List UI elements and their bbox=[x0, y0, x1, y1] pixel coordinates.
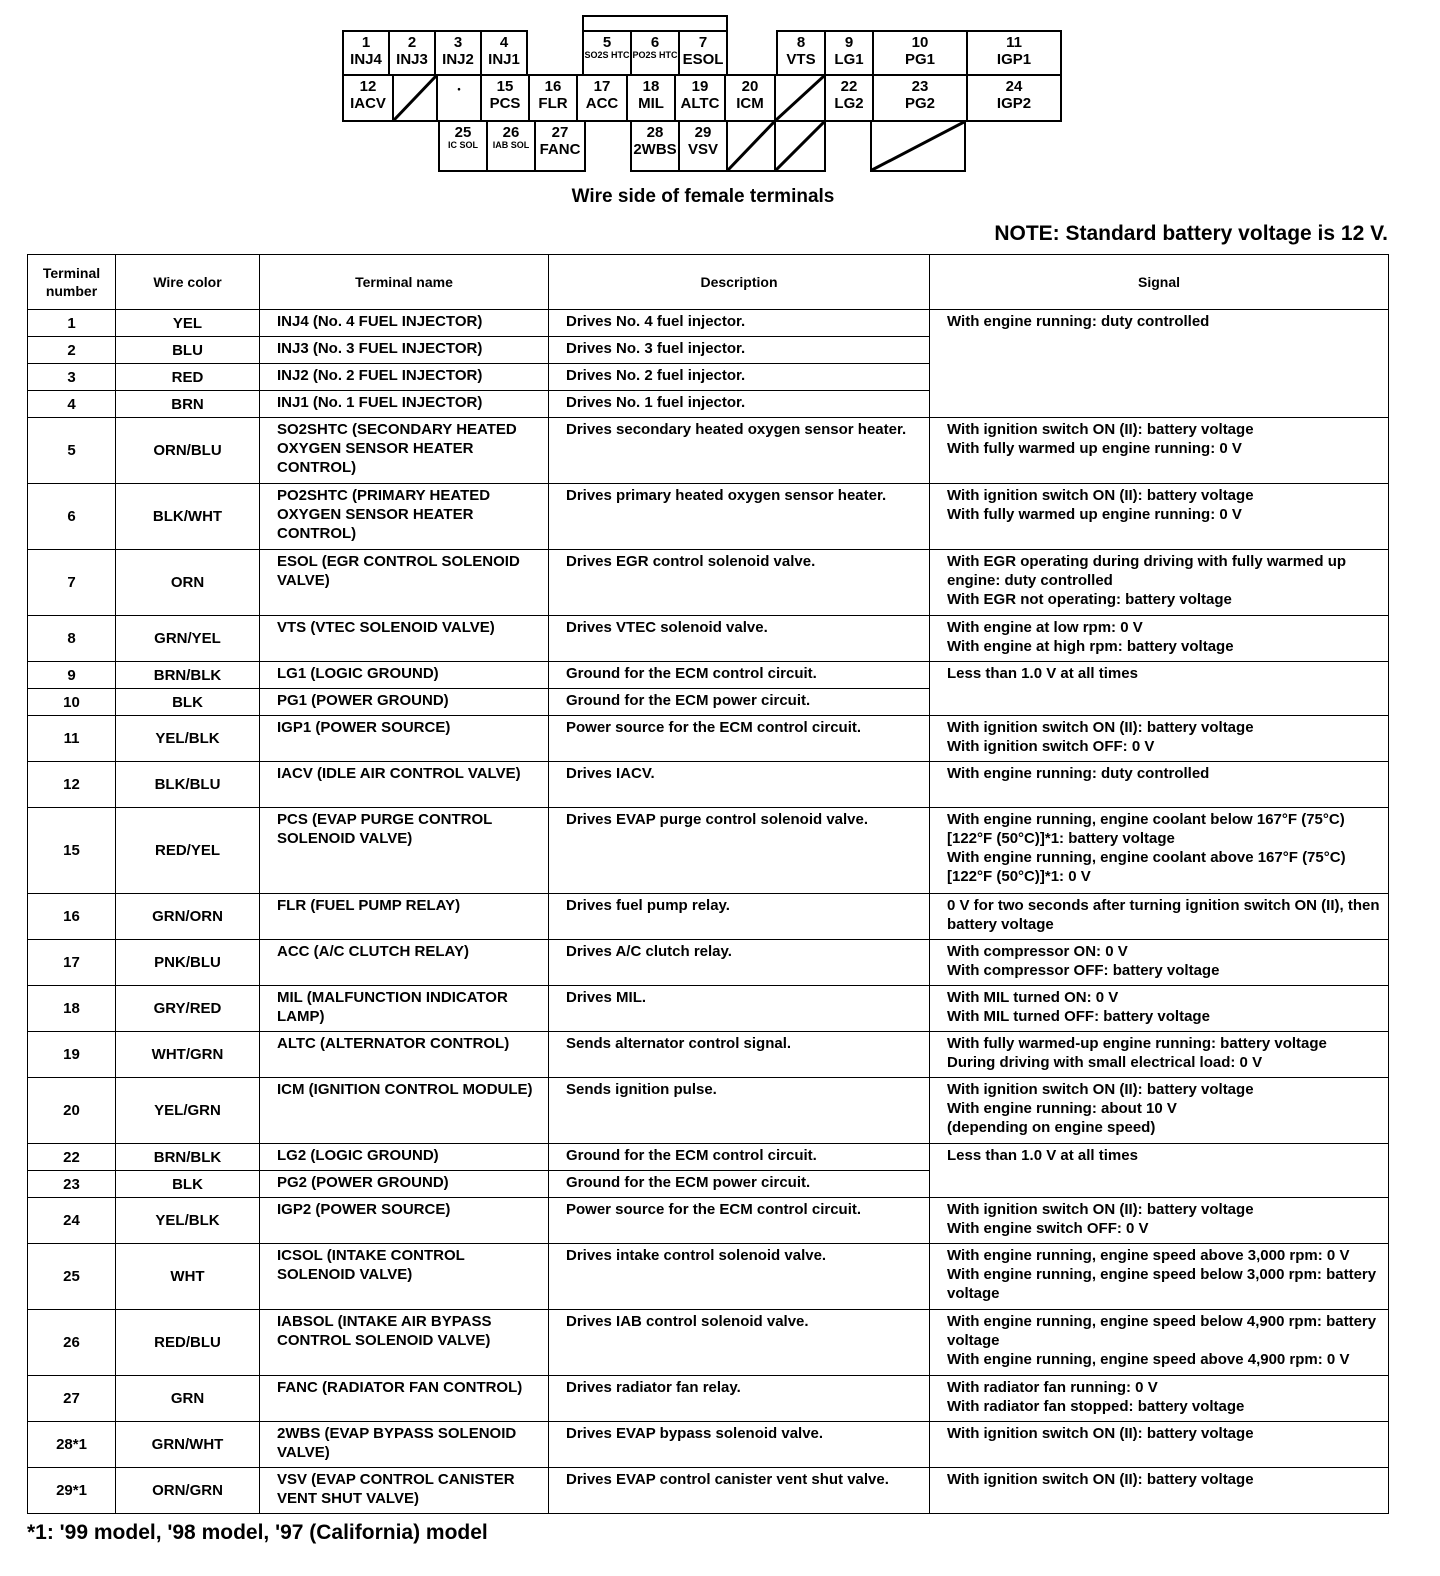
table-row bbox=[28, 1468, 1389, 1514]
connector-terminal bbox=[966, 74, 1062, 122]
signal-cell: With engine running: duty controlled bbox=[930, 762, 1389, 808]
connector-empty-cavity bbox=[392, 74, 438, 122]
terminal-number-cell: 29*1 bbox=[28, 1468, 116, 1514]
wire-color-cell: ORN/BLU bbox=[116, 418, 260, 484]
wire-color-cell: BLK bbox=[116, 1171, 260, 1198]
wire-color-cell: RED/BLU bbox=[116, 1310, 260, 1376]
connector-terminal-name: IAB SOL bbox=[492, 140, 530, 150]
description-cell: Ground for the ECM power circuit. bbox=[549, 1171, 930, 1198]
connector-terminal bbox=[342, 74, 394, 122]
connector-terminal bbox=[486, 120, 536, 172]
connector-terminal-name: ACC bbox=[585, 95, 619, 112]
terminal-name-cell: ALTC (ALTERNATOR CONTROL) bbox=[260, 1032, 549, 1078]
header-description: Description bbox=[549, 255, 930, 310]
table-row bbox=[28, 1376, 1389, 1422]
terminal-name-cell: MIL (MALFUNCTION INDICATOR LAMP) bbox=[260, 986, 549, 1032]
table-row bbox=[28, 986, 1389, 1032]
terminal-name-cell: LG2 (LOGIC GROUND) bbox=[260, 1144, 549, 1171]
terminal-number-cell: 2 bbox=[28, 337, 116, 364]
signal-cell: With ignition switch ON (II): battery voltage bbox=[930, 1468, 1389, 1514]
wire-color-cell: GRN/WHT bbox=[116, 1422, 260, 1468]
terminal-name-cell: INJ4 (No. 4 FUEL INJECTOR) bbox=[260, 310, 549, 337]
wire-color-cell: BLU bbox=[116, 337, 260, 364]
terminal-name-cell: INJ3 (No. 3 FUEL INJECTOR) bbox=[260, 337, 549, 364]
connector-terminal-name: INJ4 bbox=[350, 51, 382, 68]
terminal-number-cell: 12 bbox=[28, 762, 116, 808]
connector-terminal-name: IGP2 bbox=[996, 95, 1032, 112]
table-row bbox=[28, 1078, 1389, 1144]
connector-terminal-name: FLR bbox=[538, 95, 568, 112]
description-cell: Drives IACV. bbox=[549, 762, 930, 808]
connector-terminal-number: 8 bbox=[796, 34, 806, 51]
connector-terminal-name: PO2S HTC bbox=[632, 50, 678, 60]
connector-terminal-number: 29 bbox=[694, 124, 712, 141]
connector-terminal-number: 28 bbox=[646, 124, 664, 141]
signal-cell: With engine running, engine speed below 4,900 rpm: battery voltage With engine running, engine speed above 4,900 rpm: 0 V bbox=[930, 1310, 1389, 1376]
terminal-name-cell: IABSOL (INTAKE AIR BYPASS CONTROL SOLENOID VALVE) bbox=[260, 1310, 549, 1376]
connector-terminal-name: ESOL bbox=[682, 51, 724, 68]
wire-color-cell: RED bbox=[116, 364, 260, 391]
connector-terminal bbox=[534, 120, 586, 172]
terminal-number-cell: 18 bbox=[28, 986, 116, 1032]
wire-color-cell: BRN bbox=[116, 391, 260, 418]
terminal-name-cell: PO2SHTC (PRIMARY HEATED OXYGEN SENSOR HEATER CONTROL) bbox=[260, 484, 549, 550]
connector-empty-cavity bbox=[774, 120, 826, 172]
table-row bbox=[28, 310, 1389, 337]
signal-cell: With EGR operating during driving with fully warmed up engine: duty controlled With EGR not operating: battery voltage bbox=[930, 550, 1389, 616]
connector-terminal-name: LG2 bbox=[834, 95, 864, 112]
terminal-name-cell: INJ1 (No. 1 FUEL INJECTOR) bbox=[260, 391, 549, 418]
terminal-name-cell: VSV (EVAP CONTROL CANISTER VENT SHUT VALVE) bbox=[260, 1468, 549, 1514]
description-cell: Drives IAB control solenoid valve. bbox=[549, 1310, 930, 1376]
wire-color-cell: YEL/BLK bbox=[116, 1198, 260, 1244]
table-row bbox=[28, 1032, 1389, 1078]
connector-terminal-name: VTS bbox=[786, 51, 816, 68]
terminal-number-cell: 15 bbox=[28, 808, 116, 894]
table-row bbox=[28, 550, 1389, 616]
connector-terminal-number: 11 bbox=[1006, 34, 1022, 51]
connector-terminal-number: 18 bbox=[642, 78, 660, 95]
terminal-number-cell: 24 bbox=[28, 1198, 116, 1244]
connector-terminal-name: LG1 bbox=[834, 51, 864, 68]
connector-terminal bbox=[342, 30, 390, 76]
signal-cell: With ignition switch ON (II): battery voltage bbox=[930, 1422, 1389, 1468]
description-cell: Ground for the ECM control circuit. bbox=[549, 662, 930, 689]
signal-cell: With fully warmed-up engine running: battery voltage During driving with small electrical load: 0 V bbox=[930, 1032, 1389, 1078]
table-row bbox=[28, 616, 1389, 662]
signal-cell: With ignition switch ON (II): battery voltage With ignition switch OFF: 0 V bbox=[930, 716, 1389, 762]
table-row bbox=[28, 1198, 1389, 1244]
connector-terminal-name: IGP1 bbox=[996, 51, 1032, 68]
description-cell: Sends ignition pulse. bbox=[549, 1078, 930, 1144]
connector-terminal-name: PG2 bbox=[904, 95, 935, 112]
description-cell: Drives EVAP bypass solenoid valve. bbox=[549, 1422, 930, 1468]
description-cell: Power source for the ECM control circuit. bbox=[549, 1198, 930, 1244]
connector-terminal-number: 4 bbox=[499, 34, 509, 51]
signal-cell: With MIL turned ON: 0 V With MIL turned OFF: battery voltage bbox=[930, 986, 1389, 1032]
connector-terminal bbox=[630, 120, 680, 172]
terminal-number-cell: 3 bbox=[28, 364, 116, 391]
connector-terminal-number: 12 bbox=[359, 78, 377, 95]
wire-color-cell: ORN/GRN bbox=[116, 1468, 260, 1514]
wire-color-cell: BLK bbox=[116, 689, 260, 716]
connector-empty-cavity bbox=[436, 74, 482, 122]
connector-terminal-number: 7 bbox=[698, 34, 708, 51]
wire-color-cell: BRN/BLK bbox=[116, 662, 260, 689]
terminal-name-cell: PG2 (POWER GROUND) bbox=[260, 1171, 549, 1198]
connector-terminal-name: INJ1 bbox=[488, 51, 520, 68]
description-cell: Drives VTEC solenoid valve. bbox=[549, 616, 930, 662]
description-cell: Drives No. 4 fuel injector. bbox=[549, 310, 930, 337]
connector-terminal bbox=[776, 30, 826, 76]
connector-terminal-number: 19 bbox=[691, 78, 709, 95]
connector-terminal-number: 25 bbox=[454, 124, 472, 141]
connector-diagram bbox=[342, 15, 1062, 175]
connector-terminal bbox=[872, 30, 968, 76]
terminal-number-cell: 7 bbox=[28, 550, 116, 616]
header-terminal-name: Terminal name bbox=[260, 255, 549, 310]
terminal-name-cell: ESOL (EGR CONTROL SOLENOID VALVE) bbox=[260, 550, 549, 616]
connector-terminal bbox=[824, 74, 874, 122]
connector-terminal-number: 16 bbox=[544, 78, 562, 95]
connector-terminal-number: 27 bbox=[551, 124, 569, 141]
connector-terminal-name: 2WBS bbox=[633, 141, 677, 158]
connector-terminal-number: 17 bbox=[593, 78, 611, 95]
terminal-number-cell: 19 bbox=[28, 1032, 116, 1078]
description-cell: Drives intake control solenoid valve. bbox=[549, 1244, 930, 1310]
connector-terminal-name: ALTC bbox=[680, 95, 720, 112]
connector-terminal-name: INJ2 bbox=[442, 51, 474, 68]
connector-terminal bbox=[630, 30, 680, 76]
terminal-name-cell: 2WBS (EVAP BYPASS SOLENOID VALVE) bbox=[260, 1422, 549, 1468]
connector-empty-cavity bbox=[726, 120, 776, 172]
signal-cell: Less than 1.0 V at all times bbox=[930, 1144, 1389, 1198]
wire-color-cell: GRN bbox=[116, 1376, 260, 1422]
wire-color-cell: YEL/GRN bbox=[116, 1078, 260, 1144]
connector-terminal bbox=[674, 74, 726, 122]
connector-terminal bbox=[576, 74, 628, 122]
header-terminal-number: Terminal number bbox=[28, 255, 116, 310]
terminal-number-cell: 27 bbox=[28, 1376, 116, 1422]
connector-terminal-number: 1 bbox=[361, 34, 371, 51]
connector-terminal bbox=[724, 74, 776, 122]
terminal-name-cell: FANC (RADIATOR FAN CONTROL) bbox=[260, 1376, 549, 1422]
signal-cell: With ignition switch ON (II): battery voltage With fully warmed up engine running: 0 V bbox=[930, 418, 1389, 484]
connector-terminal bbox=[626, 74, 676, 122]
wire-color-cell: WHT/GRN bbox=[116, 1032, 260, 1078]
header-signal: Signal bbox=[930, 255, 1389, 310]
terminal-number-cell: 1 bbox=[28, 310, 116, 337]
terminal-name-cell: ICSOL (INTAKE CONTROL SOLENOID VALVE) bbox=[260, 1244, 549, 1310]
connector-terminal bbox=[438, 120, 488, 172]
table-header-row bbox=[28, 255, 1389, 310]
terminal-number-cell: 8 bbox=[28, 616, 116, 662]
terminal-name-cell: IGP1 (POWER SOURCE) bbox=[260, 716, 549, 762]
connector-terminal bbox=[434, 30, 482, 76]
connector-terminal-name: MIL bbox=[638, 95, 664, 112]
signal-cell: With engine at low rpm: 0 V With engine at high rpm: battery voltage bbox=[930, 616, 1389, 662]
terminal-number-cell: 20 bbox=[28, 1078, 116, 1144]
wire-color-cell: WHT bbox=[116, 1244, 260, 1310]
description-cell: Drives primary heated oxygen sensor heater. bbox=[549, 484, 930, 550]
wire-color-cell: GRN/ORN bbox=[116, 894, 260, 940]
connector-terminal bbox=[824, 30, 874, 76]
terminal-name-cell: SO2SHTC (SECONDARY HEATED OXYGEN SENSOR HEATER CONTROL) bbox=[260, 418, 549, 484]
connector-terminal-number: 3 bbox=[453, 34, 463, 51]
terminal-number-cell: 4 bbox=[28, 391, 116, 418]
signal-cell: With compressor ON: 0 V With compressor OFF: battery voltage bbox=[930, 940, 1389, 986]
description-cell: Drives EVAP control canister vent shut valve. bbox=[549, 1468, 930, 1514]
terminal-name-cell: INJ2 (No. 2 FUEL INJECTOR) bbox=[260, 364, 549, 391]
description-cell: Ground for the ECM control circuit. bbox=[549, 1144, 930, 1171]
connector-terminal-number: 23 bbox=[911, 78, 929, 95]
signal-cell: With engine running, engine coolant below 167°F (75°C) [122°F (50°C)]*1: battery voltage With engine running, engine coolant above 167°F (75°C) [122°F (50°C)]*1: 0 V bbox=[930, 808, 1389, 894]
table-row bbox=[28, 894, 1389, 940]
connector-terminal bbox=[966, 30, 1062, 76]
connector-terminal-name: PCS bbox=[489, 95, 521, 112]
terminal-number-cell: 22 bbox=[28, 1144, 116, 1171]
footnote: *1: '99 model, '98 model, '97 (California) model bbox=[27, 1521, 488, 1544]
connector-terminal-number: 6 bbox=[650, 34, 660, 51]
connector-empty-cavity bbox=[870, 120, 966, 172]
wire-color-cell: ORN bbox=[116, 550, 260, 616]
connector-empty-cavity bbox=[774, 74, 826, 122]
terminal-table bbox=[27, 254, 1389, 1514]
terminal-number-cell: 6 bbox=[28, 484, 116, 550]
connector-terminal-name: SO2S HTC bbox=[584, 50, 630, 60]
connector-terminal bbox=[678, 30, 728, 76]
wire-color-cell: GRN/YEL bbox=[116, 616, 260, 662]
connector-terminal-name: VSV bbox=[687, 141, 718, 158]
table-row bbox=[28, 662, 1389, 689]
signal-cell: With ignition switch ON (II): battery voltage With fully warmed up engine running: 0 V bbox=[930, 484, 1389, 550]
signal-cell: With ignition switch ON (II): battery voltage With engine switch OFF: 0 V bbox=[930, 1198, 1389, 1244]
connector-terminal-number: 2 bbox=[407, 34, 417, 51]
table-row bbox=[28, 716, 1389, 762]
table-row bbox=[28, 1310, 1389, 1376]
wire-color-cell: BLK/BLU bbox=[116, 762, 260, 808]
terminal-number-cell: 10 bbox=[28, 689, 116, 716]
connector-terminal-number: 15 bbox=[496, 78, 514, 95]
table-row bbox=[28, 1422, 1389, 1468]
connector-terminal bbox=[528, 74, 578, 122]
description-cell: Drives secondary heated oxygen sensor heater. bbox=[549, 418, 930, 484]
terminal-number-cell: 28*1 bbox=[28, 1422, 116, 1468]
description-cell: Drives No. 2 fuel injector. bbox=[549, 364, 930, 391]
connector-terminal bbox=[872, 74, 968, 122]
terminal-name-cell: IACV (IDLE AIR CONTROL VALVE) bbox=[260, 762, 549, 808]
terminal-number-cell: 16 bbox=[28, 894, 116, 940]
terminal-name-cell: LG1 (LOGIC GROUND) bbox=[260, 662, 549, 689]
header-wire-color: Wire color bbox=[116, 255, 260, 310]
description-cell: Drives fuel pump relay. bbox=[549, 894, 930, 940]
table-row bbox=[28, 484, 1389, 550]
connector-terminal-number: 5 bbox=[602, 34, 612, 51]
terminal-name-cell: IGP2 (POWER SOURCE) bbox=[260, 1198, 549, 1244]
connector-terminal-name: IACV bbox=[350, 95, 386, 112]
description-cell: Drives No. 3 fuel injector. bbox=[549, 337, 930, 364]
terminal-number-cell: 25 bbox=[28, 1244, 116, 1310]
connector-terminal bbox=[678, 120, 728, 172]
connector-terminal-number: 24 bbox=[1005, 78, 1023, 95]
terminal-name-cell: ACC (A/C CLUTCH RELAY) bbox=[260, 940, 549, 986]
terminal-number-cell: 26 bbox=[28, 1310, 116, 1376]
terminal-name-cell: FLR (FUEL PUMP RELAY) bbox=[260, 894, 549, 940]
terminal-name-cell: VTS (VTEC SOLENOID VALVE) bbox=[260, 616, 549, 662]
terminal-number-cell: 9 bbox=[28, 662, 116, 689]
wire-color-cell: RED/YEL bbox=[116, 808, 260, 894]
terminal-name-cell: ICM (IGNITION CONTROL MODULE) bbox=[260, 1078, 549, 1144]
connector-terminal bbox=[582, 30, 632, 76]
description-cell: Drives radiator fan relay. bbox=[549, 1376, 930, 1422]
connector-terminal bbox=[480, 30, 528, 76]
connector-terminal-number: 10 bbox=[911, 34, 929, 51]
connector-terminal-name: FANC bbox=[539, 141, 581, 158]
description-cell: Drives EVAP purge control solenoid valve. bbox=[549, 808, 930, 894]
table-row bbox=[28, 1144, 1389, 1171]
description-cell: Sends alternator control signal. bbox=[549, 1032, 930, 1078]
description-cell: Drives A/C clutch relay. bbox=[549, 940, 930, 986]
wire-color-cell: YEL bbox=[116, 310, 260, 337]
description-cell: Drives No. 1 fuel injector. bbox=[549, 391, 930, 418]
table-row bbox=[28, 940, 1389, 986]
battery-voltage-note: NOTE: Standard battery voltage is 12 V. bbox=[994, 222, 1388, 245]
connector-caption: Wire side of female terminals bbox=[571, 186, 835, 207]
connector-terminal-name: IC SOL bbox=[447, 140, 478, 150]
wire-color-cell: GRY/RED bbox=[116, 986, 260, 1032]
connector-terminal-number: 20 bbox=[741, 78, 759, 95]
wire-color-cell: BRN/BLK bbox=[116, 1144, 260, 1171]
signal-cell: 0 V for two seconds after turning ignition switch ON (II), then battery voltage bbox=[930, 894, 1389, 940]
connector-terminal-name: PG1 bbox=[904, 51, 935, 68]
connector-terminal bbox=[480, 74, 530, 122]
connector-terminal-number: 26 bbox=[502, 124, 520, 141]
terminal-number-cell: 23 bbox=[28, 1171, 116, 1198]
wire-color-cell: YEL/BLK bbox=[116, 716, 260, 762]
signal-cell: With engine running, engine speed above 3,000 rpm: 0 V With engine running, engine speed below 3,000 rpm: battery voltage bbox=[930, 1244, 1389, 1310]
connector-terminal-name: INJ3 bbox=[396, 51, 428, 68]
terminal-name-cell: PG1 (POWER GROUND) bbox=[260, 689, 549, 716]
wire-color-cell: BLK/WHT bbox=[116, 484, 260, 550]
connector-terminal-number: 9 bbox=[844, 34, 854, 51]
connector-terminal-name: ICM bbox=[736, 95, 764, 112]
signal-cell: With ignition switch ON (II): battery voltage With engine running: about 10 V (depending on engine speed) bbox=[930, 1078, 1389, 1144]
connector-terminal-number: 22 bbox=[840, 78, 858, 95]
table-row bbox=[28, 1244, 1389, 1310]
table-row bbox=[28, 762, 1389, 808]
connector-terminal bbox=[388, 30, 436, 76]
description-cell: Ground for the ECM power circuit. bbox=[549, 689, 930, 716]
signal-cell: Less than 1.0 V at all times bbox=[930, 662, 1389, 716]
signal-cell: With engine running: duty controlled bbox=[930, 310, 1389, 418]
description-cell: Power source for the ECM control circuit. bbox=[549, 716, 930, 762]
terminal-number-cell: 11 bbox=[28, 716, 116, 762]
wire-color-cell: PNK/BLU bbox=[116, 940, 260, 986]
terminal-number-cell: 5 bbox=[28, 418, 116, 484]
terminal-name-cell: PCS (EVAP PURGE CONTROL SOLENOID VALVE) bbox=[260, 808, 549, 894]
signal-cell: With radiator fan running: 0 V With radiator fan stopped: battery voltage bbox=[930, 1376, 1389, 1422]
terminal-number-cell: 17 bbox=[28, 940, 116, 986]
table-row bbox=[28, 808, 1389, 894]
description-cell: Drives MIL. bbox=[549, 986, 930, 1032]
table-row bbox=[28, 418, 1389, 484]
description-cell: Drives EGR control solenoid valve. bbox=[549, 550, 930, 616]
